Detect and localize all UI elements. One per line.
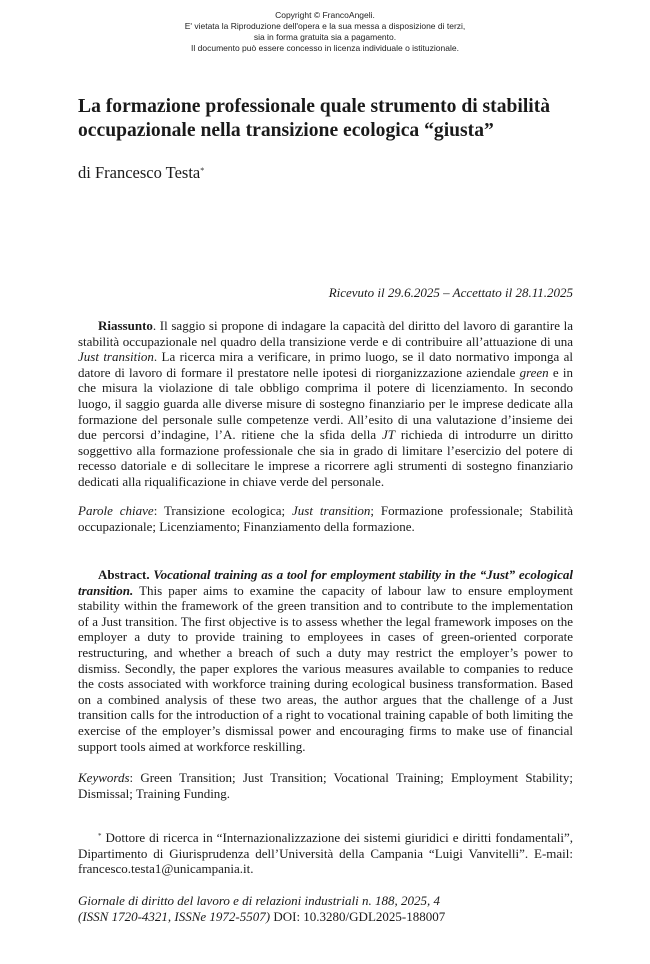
parole-chiave-italic: Just transition (292, 503, 371, 518)
copyright-notice (0, 10, 650, 54)
keywords-paragraph (78, 770, 573, 801)
riassunto-label: Riassunto (98, 318, 153, 333)
journal-citation (78, 893, 573, 924)
article-title: La formazione professionale quale strumento di stabilità occupazionale nella transizione ecologica “giusta” (78, 96, 551, 141)
parole-chiave-paragraph (78, 503, 573, 534)
copyright-line: sia in forma gratuita sia a pagamento. (253, 32, 397, 42)
riassunto-paragraph (78, 318, 573, 490)
riassunto-text: . Il saggio si propone di indagare la capacità del diritto del lavoro di garantire la stabilità occupazionale nel quadro della transizione verde e di contribuire all’attuazione di una (78, 318, 573, 349)
copyright-line: Il documento può essere concesso in licenza individuale o istituzionale. (191, 43, 459, 53)
journal-doi: DOI: 10.3280/GDL2025-188007 (270, 908, 446, 924)
riassunto-text: e in che misura la violazione di tale obbligo comprima il potere di licenziamento. In secondo luogo, il saggio guarda alle diverse misure di sostegno finanziario per le imprese dedicate alla formazione del personale sulle competenze verdi. All’esito di una valutazione d’insieme dei due percorsi d’indagine, l’A. ritiene che la sfida della (78, 364, 573, 443)
abstract-label: Abstract. (98, 567, 150, 582)
copyright-line: E' vietata la Riproduzione dell'opera e la sua messa a disposizione di terzi, (184, 21, 466, 31)
riassunto-italic: Just transition (78, 349, 154, 365)
journal-issn: (ISSN 1720-4321, ISSNe 1972-5507) (78, 908, 271, 924)
footnote-marker: * (98, 832, 102, 840)
journal-issn-line (78, 909, 573, 925)
journal-title-line: Giornale di diritto del lavoro e di relazioni industriali n. 188, 2025, 4 (78, 893, 440, 908)
parole-chiave-label: Parole chiave (78, 503, 154, 518)
riassunto-italic: JT (381, 427, 395, 443)
author-name: di Francesco Testa (78, 163, 201, 182)
riassunto-italic: green (519, 364, 549, 380)
keywords-label: Keywords (78, 770, 130, 785)
abstract-title: Vocational training as a tool for employment stability in the “Just” ecological transition. (78, 567, 574, 598)
copyright-line: Copyright © FrancoAngeli. (275, 10, 375, 20)
abstract-paragraph (78, 567, 573, 754)
keywords-text: : Green Transition; Just Transition; Vocational Training; Employment Stability; Dismissal; Training Funding. (78, 770, 573, 801)
riassunto-text: . La ricerca mira a verificare, in primo luogo, se il dato normativo imponga al datore di lavoro di formare il prestatore nelle ipotesi di riorganizzazione aziendale (78, 349, 574, 380)
received-accepted-dates: Ricevuto il 29.6.2025 – Accettato il 28.11.2025 (328, 285, 573, 300)
parole-chiave-text: ; Formazione professionale; Stabilità occupazionale; Licenziamento; Finanziamento della formazione. (78, 503, 573, 534)
author-footnote-marker: * (200, 166, 205, 175)
riassunto-text: richieda di introdurre un diritto soggettivo alla formazione professionale che sia in grado di limitare l’esercizio del potere di recesso datoriale e di sollecitare le imprese a ricorrere agli strumenti di sostegno finanziario dedicati alla riqualificazione in chiave verde del personale. (78, 427, 573, 489)
author-line (78, 163, 573, 183)
author-footnote (78, 830, 573, 877)
footnote-text: Dottore di ricerca in “Internazionalizzazione dei sistemi giuridici e diritti fondamentali”, Dipartimento di Giurisprudenza dell’Università della Campania “Luigi Vanvitelli”. E-mail: francesco.testa1@unicampania.it. (78, 830, 573, 877)
parole-chiave-text: : Transizione ecologica; (153, 503, 293, 518)
abstract-text: This paper aims to examine the capacity of labour law to ensure employment stability within the framework of the green transition and to contribute to the implementation of a Just transition. The first objective is to assess whether the legal framework imposes on the employer a duty to provide training to employees in cases of green-oriented corporate restructuring, and whether a breach of such a duty may restrict the employer’s power to dismiss. Secondly, the paper explores the various measures available to companies to reduce the costs associated with workforce training during ecological business transformation. Based on a combined analysis of these two areas, the author argues that the challenge of a Just transition calls for the introduction of a right to vocational training capable of both limiting the exercise of the employer’s dismissal power and encouraging firms to make use of financial support tools aimed at workforce reskilling. (78, 582, 574, 754)
